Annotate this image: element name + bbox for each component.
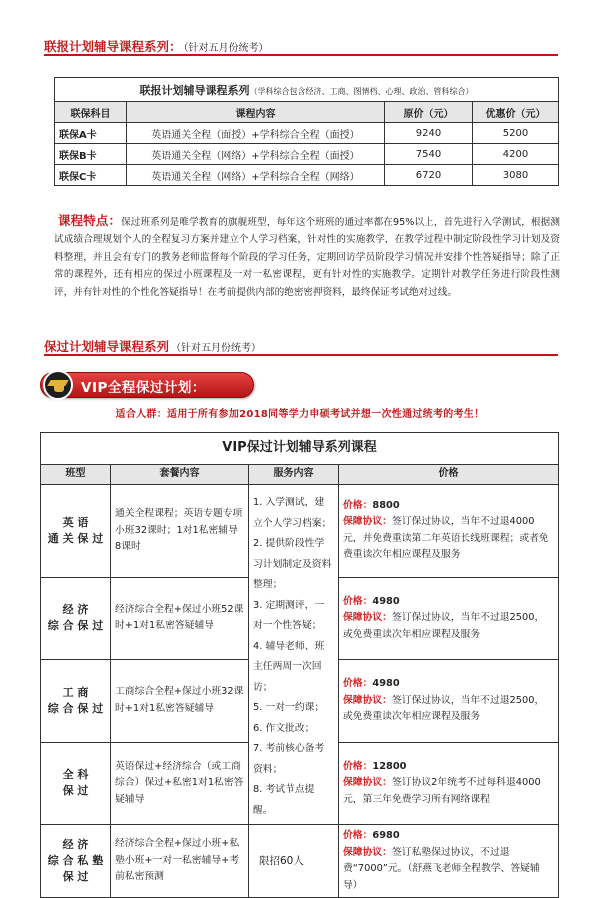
price-cell (339, 577, 559, 660)
class-line: 英 语 (62, 515, 89, 529)
class-cell (41, 825, 111, 898)
price-cell (339, 742, 559, 825)
section-title: 保过计划辅导课程系列 (44, 339, 170, 354)
col-header-content: 课程内容 (127, 102, 385, 123)
class-line: 综 合 保 过 (47, 701, 104, 715)
package-cell: 经济综合全程+保过小班+私塾小班+一对一私密辅导+考前私密预测 (111, 825, 249, 898)
subject-cell: 联保B卡 (55, 144, 127, 165)
vip-title: VIP全程保过计划： (81, 380, 206, 396)
discount-cell: 5200 (473, 123, 559, 144)
protocol-label: 保障协议： (343, 694, 392, 706)
price-value: 4980 (372, 678, 400, 689)
protocol-text: 签订私塾保过协议，不过退费“7000”元。（舒燕飞老师全程教学、答疑辅导） (343, 846, 540, 891)
features-label: 课程特点： (58, 213, 122, 228)
protocol-label: 保障协议： (343, 777, 392, 788)
class-line: 通 关 保 过 (47, 531, 104, 545)
col-header-price: 价格 (339, 465, 559, 485)
section-note: （针对五月份统考） (171, 343, 262, 354)
price-value: 8800 (372, 499, 400, 511)
price-label: 价格： (343, 499, 373, 511)
package-cell: 工商综合全程+保过小班32课时+1对1私密答疑辅导 (111, 660, 249, 743)
class-line: 全 科 (62, 768, 89, 782)
service-cell (249, 485, 339, 825)
features-text: 保过班系列是唯学教育的旗舰班型，每年这个班班的通过率都在95%以上，首先进行入学测试，根据测试成绩合理规划个人的全程复习方案并建立个人学习档案，针对性的实施教学，在教学过程中制定阶段性学习计划及资料整理，并且会有专门的教务老师监督每个阶段的学习任务，定期回访学员阶段学习情况并安排个性答疑指导；除了正常的课程外，还有相应的保过小班课程及一对一私密课程，更有针对性的实施教学。定期针对教学任务进行阶段性测评，并有针对性的个性化答疑指导！在考前提供内部的绝密密押资料，最终保证考试绝对过线。 (54, 217, 560, 298)
protocol-text: 签订协议2年统考不过每科退4000元，第三年免费学习所有网络课程 (343, 777, 541, 805)
col-header-price: 原价（元） (385, 102, 473, 123)
caption-text: 联报计划辅导课程系列 (139, 83, 250, 97)
service-item: 6. 作文批改； (253, 722, 315, 734)
protocol-text: 签订保过协议，当年不过退4000元，并免费重读第二年英语长线班课程；或者免费重读次年相应课程及服务 (343, 516, 549, 561)
joint-course-table (54, 77, 559, 186)
package-cell: 英语保过+经济综合（或工商综合）保过+私密1对1私密答疑辅导 (111, 742, 249, 825)
col-header-package: 套餐内容 (111, 465, 249, 485)
price-cell (339, 660, 559, 743)
price-label: 价格： (343, 595, 373, 607)
class-cell (41, 577, 111, 660)
price-label: 价格： (343, 760, 373, 772)
service-item: 7. 考前核心备考资料； (253, 743, 325, 775)
section-header-joint (44, 36, 558, 56)
caption-note: （学科综合包含经济、工商、图情档、心理、政治、管科综合） (249, 86, 474, 96)
discount-cell: 4200 (473, 144, 559, 165)
audience-text: 适合人群：适用于所有参加2018同等学力申硕考试并想一次性通过统考的考生！ (115, 409, 485, 420)
subject-cell: 联保A卡 (55, 123, 127, 144)
protocol-label: 保障协议： (343, 612, 392, 623)
table-row (41, 825, 559, 898)
class-line: 经 济 (62, 603, 89, 617)
class-line: 保 过 (62, 784, 89, 798)
table-row (55, 123, 559, 144)
price-cell (339, 485, 559, 578)
section-title: 联报计划辅导课程系列： (44, 39, 182, 54)
class-line: 经 济 (62, 838, 89, 851)
price-cell (339, 825, 559, 898)
vip-course-table (40, 432, 559, 898)
service-item: 4. 辅导老师、班主任两周一次回访； (253, 640, 325, 693)
table-row (55, 165, 559, 186)
service-item: 8. 考试节点提醒。 (253, 784, 315, 816)
content-cell: 英语通关全程（网络）+学科综合全程（面授） (127, 144, 385, 165)
class-line: 综 合 私 塾 保 过 (47, 854, 104, 883)
table-row (55, 144, 559, 165)
table-row (41, 485, 559, 578)
price-value: 12800 (372, 760, 407, 772)
package-cell: 通关全程课程；英语专题专项小班32课时；1对1私密辅导8课时 (111, 485, 249, 578)
price-label: 价格： (343, 830, 373, 841)
table-caption (55, 78, 559, 102)
discount-cell: 3080 (473, 165, 559, 186)
col-header-service: 服务内容 (249, 465, 339, 485)
course-features (54, 212, 560, 301)
section-header-guarantee (44, 336, 558, 356)
subject-cell: 联保C卡 (55, 165, 127, 186)
price-value: 4980 (372, 595, 400, 607)
service-item: 1. 入学测试，建立个人学习档案； (253, 497, 332, 529)
price-label: 价格： (343, 678, 373, 689)
class-cell (41, 485, 111, 578)
content-cell: 英语通关全程（面授）+学科综合全程（面授） (127, 123, 385, 144)
vip-banner (40, 372, 254, 398)
limit-cell: 限招60人 (249, 825, 339, 898)
service-item: 3. 定期测评，一对一个性答疑； (253, 599, 325, 631)
protocol-label: 保障协议： (343, 846, 392, 858)
table-caption: VIP保过计划辅导系列课程 (41, 433, 559, 465)
graduation-cap-icon (43, 370, 73, 400)
col-header-class: 班型 (41, 465, 111, 485)
protocol-label: 保障协议： (343, 516, 392, 528)
col-header-subject: 联保科目 (55, 102, 127, 123)
package-cell: 经济综合全程+保过小班52课时+1对1私密答疑辅导 (111, 577, 249, 660)
class-cell (41, 742, 111, 825)
price-cell: 7540 (385, 144, 473, 165)
protocol-text: 签订保过协议，当年不过退2500，或免费重读次年相应课程及服务 (343, 612, 545, 640)
class-line: 综 合 保 过 (47, 619, 104, 633)
price-value: 6980 (372, 830, 400, 841)
class-cell (41, 660, 111, 743)
service-item: 5. 一对一约课； (253, 702, 325, 713)
content-cell: 英语通关全程（网络）+学科综合全程（网络） (127, 165, 385, 186)
class-line: 工 商 (62, 685, 89, 699)
price-cell: 9240 (385, 123, 473, 144)
col-header-discount: 优惠价（元） (473, 102, 559, 123)
protocol-text: 签订保过协议，当年不过退2500，或免费重读次年相应课程及服务 (343, 694, 545, 722)
service-item: 2. 提供阶段性学习计划制定及资料整理； (253, 538, 332, 590)
price-cell: 6720 (385, 165, 473, 186)
section-note: （针对五月份统考） (183, 43, 269, 54)
